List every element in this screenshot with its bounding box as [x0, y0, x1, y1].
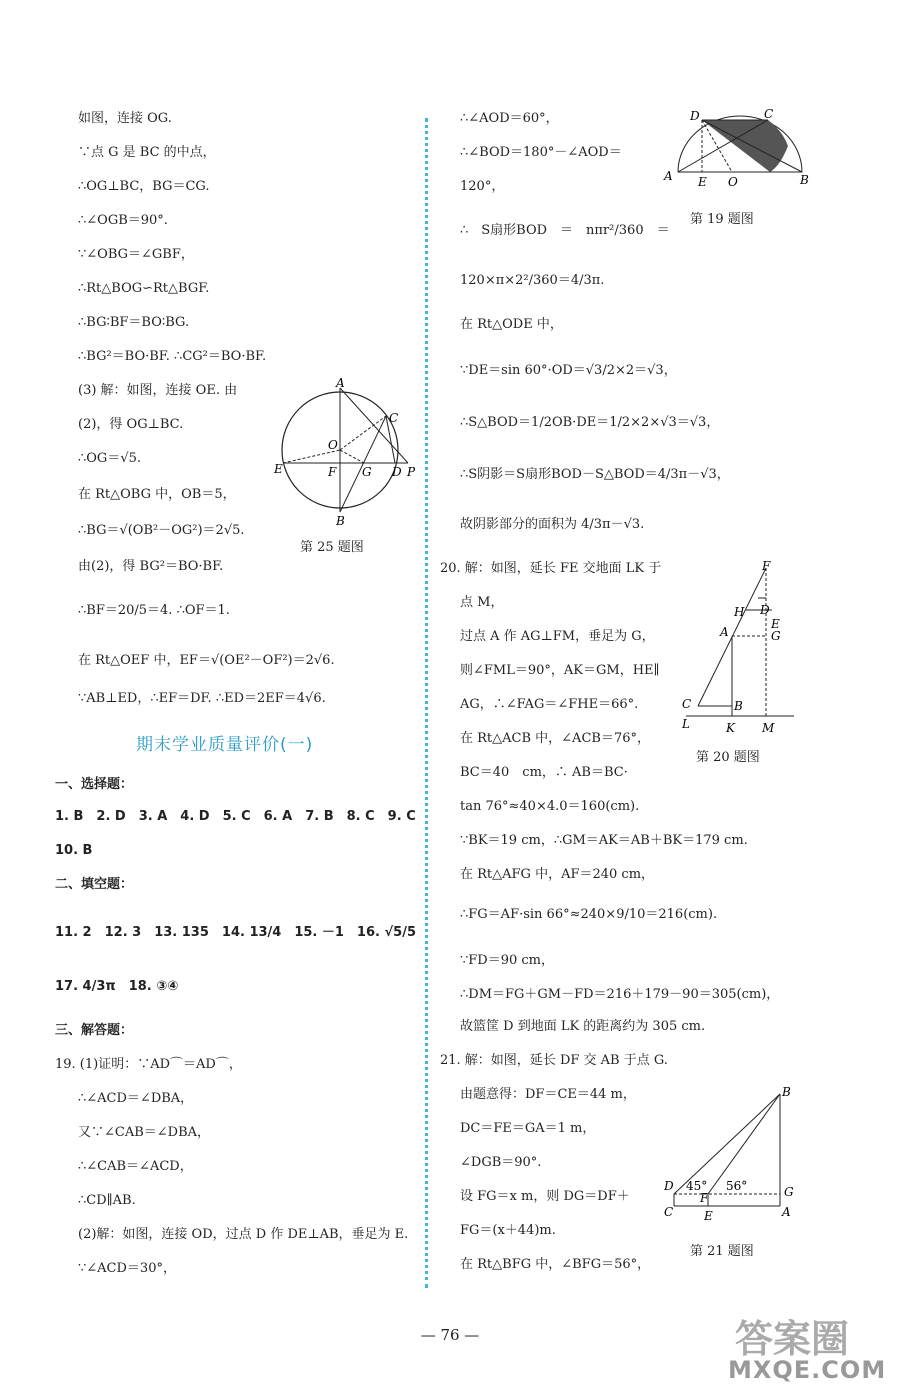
part3-title: 三、解答题：	[55, 1023, 134, 1038]
text-line: 21. 解：如图，延长 DF 交 AB 于点 G.	[440, 1053, 668, 1068]
text-line: 由(2)，得 BG²＝BO·BF.	[78, 559, 224, 574]
text-line: 在 Rt△OBG 中，OB＝5，	[78, 487, 236, 502]
part1-answers: 1. B 2. D 3. A 4. D 5. C 6. A 7. B 8. C 9. C	[55, 809, 416, 824]
svg-text:O: O	[728, 175, 738, 189]
text-line: ∴S阴影＝S扇形BOD－S△BOD＝4/3π－√3，	[460, 467, 730, 482]
text-line: ∵BK＝19 cm，∴GM＝AK＝AB＋BK＝179 cm.	[460, 833, 748, 848]
svg-text:B: B	[800, 173, 809, 187]
svg-text:G: G	[784, 1185, 794, 1199]
text-line: 120°，	[460, 179, 505, 194]
part2-title: 二、填空题：	[55, 877, 134, 892]
text-line: ∴BG∶BF＝BO∶BG.	[78, 315, 190, 330]
text-line: 点 M，	[460, 595, 504, 610]
text-line: 在 Rt△AFG 中，AF＝240 cm，	[460, 867, 655, 882]
text-line: AG，∴∠FAG＝∠FHE＝66°.	[460, 697, 639, 712]
figure-25-caption: 第 25 题图	[300, 540, 364, 555]
text-line: 如图，连接 OG.	[78, 111, 172, 126]
svg-text:C: C	[764, 107, 774, 121]
text-line: tan 76°≈40×4.0＝160(cm).	[460, 799, 640, 814]
text-line: 故阴影部分的面积为 4/3π－√3.	[460, 517, 645, 532]
text-line: 19. (1)证明：∵AD⌒＝AD⌒，	[55, 1057, 242, 1072]
text-line: 在 Rt△ACB 中，∠ACB＝76°，	[460, 731, 650, 746]
svg-text:56°: 56°	[726, 1179, 748, 1193]
text-line: 20. 解：如图，延长 FE 交地面 LK 于	[440, 561, 662, 576]
svg-text:F: F	[762, 559, 771, 573]
watermark-cn: 答案圈	[735, 1317, 850, 1361]
text-line: ∠DGB＝90°.	[460, 1155, 542, 1170]
svg-text:C: C	[664, 1205, 674, 1219]
svg-text:G: G	[362, 465, 372, 479]
part1-title: 一、选择题：	[55, 777, 134, 792]
text-line: ∴OG＝√5.	[78, 451, 142, 466]
svg-text:B: B	[782, 1085, 791, 1099]
text-line: ∴DM＝FG＋GM－FD＝216＋179－90＝305(cm)，	[460, 987, 780, 1002]
text-line: ∵点 G 是 BC 的中点，	[78, 145, 216, 160]
text-line: ∴ S扇形BOD ＝ nπr²/360 ＝	[460, 223, 670, 238]
part2-answers: 11. 2 12. 3 13. 135 14. 13/4 15. －1 16. √5/5	[55, 925, 416, 940]
text-line: ∴FG＝AF·sin 66°≈240×9/10＝216(cm).	[460, 907, 718, 922]
text-line: 在 Rt△BFG 中，∠BFG＝56°，	[460, 1257, 651, 1272]
text-line: ∴BG²＝BO·BF. ∴CG²＝BO·BF.	[78, 349, 267, 364]
section-title: 期末学业质量评价(一)	[136, 735, 314, 755]
text-line: 在 Rt△OEF 中，EF＝√(OE²－OF²)＝2√6.	[78, 653, 335, 668]
svg-text:B: B	[336, 514, 345, 528]
svg-text:D: D	[760, 603, 770, 617]
figure-25	[268, 378, 428, 528]
svg-text:K: K	[726, 721, 735, 735]
svg-text:45°: 45°	[686, 1179, 708, 1193]
svg-text:A: A	[664, 169, 673, 183]
text-line: ∵FD＝90 cm，	[460, 953, 554, 968]
figure-20-caption: 第 20 题图	[696, 750, 760, 765]
svg-text:A: A	[782, 1205, 791, 1219]
text-line: 则∠FML＝90°，AK＝GM，HE∥	[460, 663, 660, 678]
svg-text:C: C	[389, 411, 399, 425]
figure-19	[660, 106, 810, 192]
text-line: ∵DE＝sin 60°·OD＝√3/2×2＝√3，	[460, 363, 677, 378]
text-line: DC＝FE＝GA＝1 m，	[460, 1121, 596, 1136]
text-line: 由题意得：DF＝CE＝44 m，	[460, 1087, 636, 1102]
text-line: 设 FG＝x m，则 DG＝DF＋	[460, 1189, 630, 1204]
svg-text:H: H	[734, 605, 745, 619]
svg-text:F: F	[700, 1191, 709, 1205]
svg-text:E: E	[704, 1209, 713, 1222]
figure-19-caption: 第 19 题图	[690, 212, 754, 227]
svg-text:L: L	[682, 717, 690, 731]
text-line: BC＝40 cm，∴ AB＝BC·	[460, 765, 628, 780]
text-line: ∴∠OGB＝90°.	[78, 213, 168, 228]
svg-text:B: B	[734, 699, 743, 713]
text-line: ∵∠OBG＝∠GBF，	[78, 247, 194, 262]
text-line: ∵∠ACD＝30°，	[78, 1261, 176, 1276]
text-line: 又∵∠CAB＝∠DBA，	[78, 1125, 211, 1140]
text-line: 故篮筐 D 到地面 LK 的距离约为 305 cm.	[460, 1019, 706, 1034]
text-line: ∴∠BOD＝180°－∠AOD＝	[460, 145, 622, 160]
text-line: ∴∠ACD＝∠DBA，	[78, 1091, 194, 1106]
text-line: ∴OG⊥BC，BG＝CG.	[78, 179, 210, 194]
column-divider	[425, 118, 428, 1288]
text-line: 120×π×2²/360＝4/3π.	[460, 273, 605, 288]
svg-text:O: O	[328, 438, 338, 452]
figure-21-caption: 第 21 题图	[690, 1244, 754, 1259]
page-number: — 76 —	[420, 1326, 480, 1344]
text-line: FG＝(x＋44)m.	[460, 1223, 556, 1238]
part2-answers: 17. 4/3π 18. ③④	[55, 979, 179, 994]
svg-text:G: G	[771, 629, 781, 643]
svg-text:D: D	[392, 465, 402, 479]
svg-text:P: P	[407, 465, 416, 479]
text-line: (2)解：如图，连接 OD，过点 D 作 DE⊥AB，垂足为 E.	[78, 1227, 409, 1242]
watermark-en: MXQE.COM	[728, 1356, 887, 1384]
text-line: 在 Rt△ODE 中，	[460, 317, 563, 332]
svg-text:E: E	[698, 175, 707, 189]
svg-text:A: A	[336, 378, 345, 390]
svg-text:E: E	[274, 462, 283, 476]
svg-text:A: A	[720, 625, 729, 639]
text-line: ∴Rt△BOG∽Rt△BGF.	[78, 281, 210, 296]
figure-21	[660, 1082, 800, 1222]
text-line: ∴BG＝√(OB²－OG²)＝2√5.	[78, 523, 245, 538]
svg-text:D: D	[690, 109, 700, 123]
svg-text:M: M	[762, 721, 775, 735]
text-line: 过点 A 作 AG⊥FM，垂足为 G，	[460, 629, 655, 644]
text-line: ∵AB⊥ED，∴EF＝DF. ∴ED＝2EF＝4√6.	[78, 691, 326, 706]
text-line: ∴∠AOD＝60°，	[460, 111, 559, 126]
svg-text:D: D	[664, 1179, 674, 1193]
part1-answers: 10. B	[55, 843, 93, 858]
svg-text:E: E	[771, 617, 780, 631]
text-line: ∴∠CAB＝∠ACD，	[78, 1159, 193, 1174]
text-line: (2)，得 OG⊥BC.	[78, 417, 184, 432]
text-line: ∴CD∥AB.	[78, 1193, 136, 1208]
text-line: (3) 解：如图，连接 OE. 由	[78, 383, 238, 398]
figure-20	[676, 558, 800, 738]
text-line: ∴S△BOD＝1/2OB·DE＝1/2×2×√3＝√3，	[460, 415, 720, 430]
svg-text:C: C	[682, 697, 692, 711]
svg-text:F: F	[328, 465, 337, 479]
text-line: ∴BF＝20/5＝4. ∴OF＝1.	[78, 603, 230, 618]
